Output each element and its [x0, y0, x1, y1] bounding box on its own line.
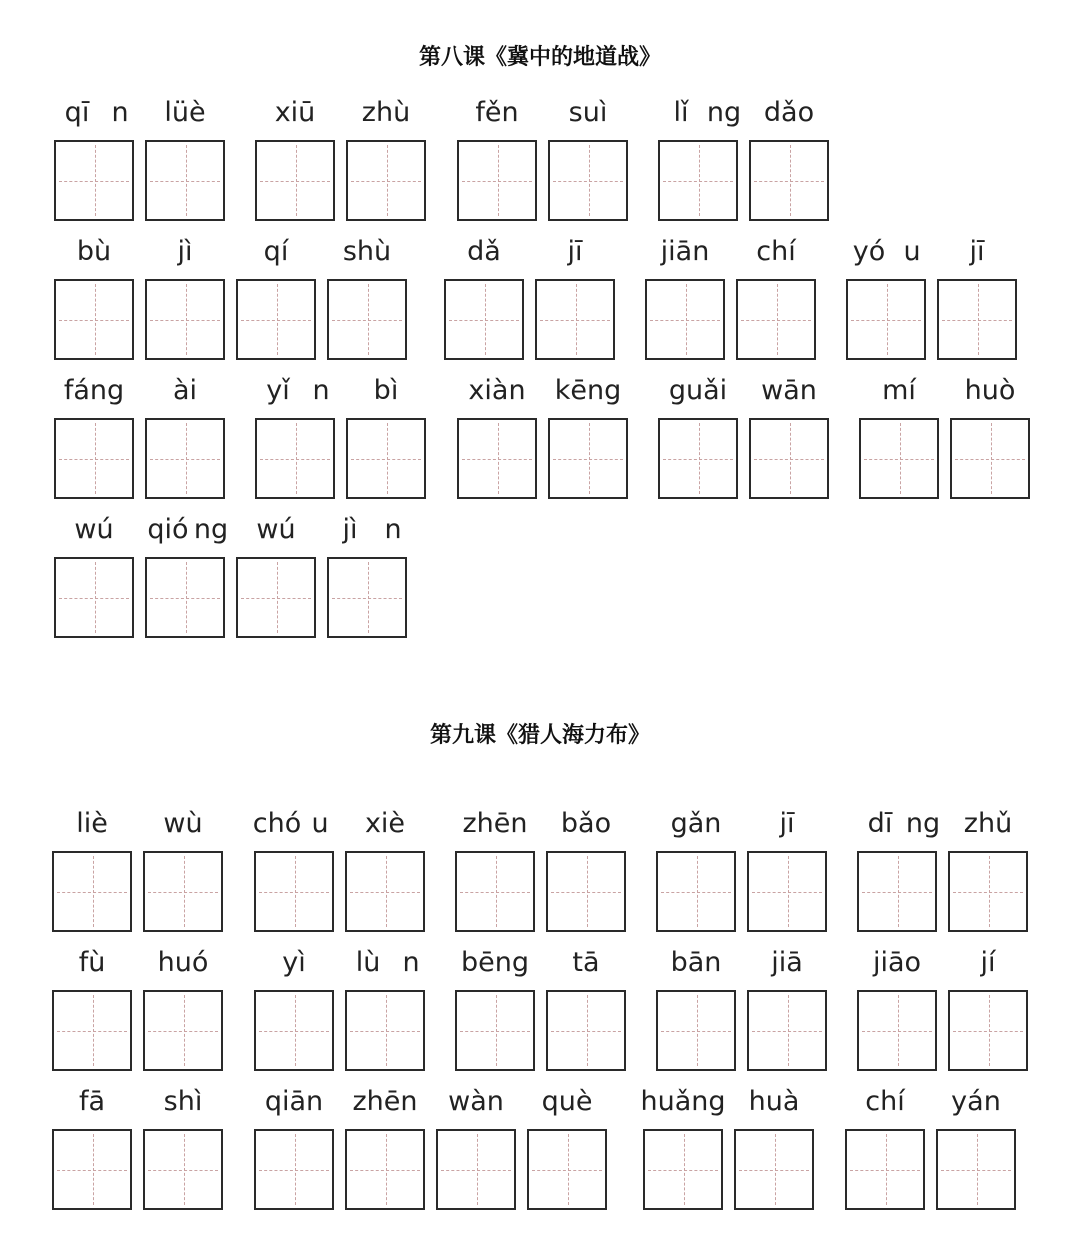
- pinyin-label: xiàn: [468, 375, 526, 406]
- pinyin-label: jì: [177, 236, 193, 267]
- tianzige-box[interactable]: [327, 279, 407, 360]
- pinyin-label: bān: [670, 947, 722, 978]
- tianzige-box[interactable]: [54, 418, 134, 499]
- pinyin-label-fragment: chó: [252, 808, 302, 839]
- tianzige-box[interactable]: [327, 557, 407, 638]
- tianzige-box[interactable]: [736, 279, 816, 360]
- pinyin-label: huó: [157, 947, 209, 978]
- tianzige-box[interactable]: [937, 279, 1017, 360]
- pinyin-label: liè: [76, 808, 108, 839]
- pinyin-label: bēng: [460, 947, 530, 978]
- tianzige-box[interactable]: [457, 140, 537, 221]
- pinyin-label: chí: [865, 1086, 905, 1117]
- tianzige-box[interactable]: [548, 140, 628, 221]
- pinyin-label: zhǔ: [963, 808, 1013, 839]
- tianzige-box[interactable]: [54, 557, 134, 638]
- pinyin-label-fragment: u: [311, 808, 329, 839]
- tianzige-box[interactable]: [254, 851, 334, 932]
- pinyin-label: fáng: [63, 375, 125, 406]
- pinyin-label: gǎn: [670, 808, 722, 839]
- pinyin-label: jī: [567, 236, 583, 267]
- tianzige-box[interactable]: [548, 418, 628, 499]
- tianzige-box[interactable]: [455, 990, 535, 1071]
- tianzige-box[interactable]: [52, 1129, 132, 1210]
- pinyin-label-fragment: qió: [147, 514, 189, 545]
- tianzige-box[interactable]: [254, 990, 334, 1071]
- tianzige-box[interactable]: [950, 418, 1030, 499]
- pinyin-label: ài: [172, 375, 198, 406]
- tianzige-box[interactable]: [52, 851, 132, 932]
- pinyin-label: kēng: [554, 375, 622, 406]
- tianzige-box[interactable]: [948, 990, 1028, 1071]
- tianzige-box[interactable]: [656, 851, 736, 932]
- pinyin-label: wú: [74, 514, 114, 545]
- tianzige-box[interactable]: [846, 279, 926, 360]
- pinyin-label-fragment: jì: [342, 514, 358, 545]
- pinyin-label: zhù: [361, 97, 411, 128]
- pinyin-label-fragment: n: [402, 947, 420, 978]
- tianzige-box[interactable]: [546, 990, 626, 1071]
- tianzige-box[interactable]: [145, 279, 225, 360]
- pinyin-label: xiū: [274, 97, 316, 128]
- pinyin-label-fragment: ng: [905, 808, 941, 839]
- pinyin-label-fragment: ng: [193, 514, 229, 545]
- pinyin-label-fragment: ng: [706, 97, 742, 128]
- tianzige-box[interactable]: [645, 279, 725, 360]
- pinyin-label: bì: [373, 375, 399, 406]
- pinyin-label: jī: [779, 808, 795, 839]
- pinyin-label: lüè: [164, 97, 206, 128]
- pinyin-label-fragment: n: [384, 514, 402, 545]
- tianzige-box[interactable]: [255, 140, 335, 221]
- pinyin-label: wú: [256, 514, 296, 545]
- pinyin-label: jiā: [771, 947, 803, 978]
- tianzige-box[interactable]: [527, 1129, 607, 1210]
- pinyin-label-fragment: u: [903, 236, 921, 267]
- tianzige-box[interactable]: [345, 1129, 425, 1210]
- tianzige-box[interactable]: [658, 140, 738, 221]
- pinyin-label-fragment: lǐ: [673, 97, 689, 128]
- pinyin-label: shù: [342, 236, 392, 267]
- pinyin-label: mí: [882, 375, 916, 406]
- pinyin-label-fragment: yǐ: [266, 375, 290, 406]
- tianzige-box[interactable]: [749, 418, 829, 499]
- pinyin-label: guǎi: [668, 375, 728, 406]
- tianzige-box[interactable]: [535, 279, 615, 360]
- pinyin-label: fù: [78, 947, 106, 978]
- pinyin-label: huò: [964, 375, 1016, 406]
- tianzige-box[interactable]: [857, 851, 937, 932]
- pinyin-label: wān: [761, 375, 817, 406]
- lesson-8-title: 第八课《冀中的地道战》: [418, 44, 661, 70]
- tianzige-box[interactable]: [845, 1129, 925, 1210]
- pinyin-label-fragment: qī: [64, 97, 90, 128]
- tianzige-box[interactable]: [749, 140, 829, 221]
- pinyin-label: yì: [282, 947, 306, 978]
- pinyin-label: chí: [756, 236, 796, 267]
- pinyin-label: qí: [263, 236, 289, 267]
- pinyin-label: wù: [163, 808, 203, 839]
- tianzige-box[interactable]: [143, 1129, 223, 1210]
- tianzige-box[interactable]: [145, 557, 225, 638]
- pinyin-label-fragment: dī: [867, 808, 893, 839]
- lesson-9-title: 第九课《猎人海力布》: [429, 722, 650, 748]
- pinyin-label: dǎ: [467, 236, 501, 267]
- pinyin-label-fragment: lù: [355, 947, 381, 978]
- tianzige-box[interactable]: [859, 418, 939, 499]
- tianzige-box[interactable]: [734, 1129, 814, 1210]
- tianzige-box[interactable]: [747, 851, 827, 932]
- pinyin-label: dǎo: [763, 97, 815, 128]
- tianzige-box[interactable]: [546, 851, 626, 932]
- tianzige-box[interactable]: [52, 990, 132, 1071]
- pinyin-label: zhēn: [462, 808, 528, 839]
- pinyin-label: tā: [572, 947, 600, 978]
- pinyin-label-fragment: n: [312, 375, 330, 406]
- tianzige-box[interactable]: [455, 851, 535, 932]
- pinyin-label: jí: [980, 947, 996, 978]
- pinyin-label: yán: [951, 1086, 1001, 1117]
- tianzige-box[interactable]: [658, 418, 738, 499]
- tianzige-box[interactable]: [948, 851, 1028, 932]
- pinyin-label: shì: [163, 1086, 203, 1117]
- tianzige-box[interactable]: [236, 279, 316, 360]
- pinyin-label-fragment: n: [111, 97, 129, 128]
- tianzige-box[interactable]: [145, 418, 225, 499]
- pinyin-label: jiāo: [872, 947, 922, 978]
- pinyin-label: huǎng: [640, 1086, 726, 1117]
- tianzige-box[interactable]: [656, 990, 736, 1071]
- pinyin-label: huà: [748, 1086, 800, 1117]
- tianzige-box[interactable]: [346, 418, 426, 499]
- pinyin-label: què: [541, 1086, 593, 1117]
- tianzige-box[interactable]: [747, 990, 827, 1071]
- pinyin-label: qiān: [264, 1086, 324, 1117]
- tianzige-box[interactable]: [643, 1129, 723, 1210]
- pinyin-label: suì: [568, 97, 608, 128]
- tianzige-box[interactable]: [345, 990, 425, 1071]
- tianzige-box[interactable]: [345, 851, 425, 932]
- tianzige-box[interactable]: [457, 418, 537, 499]
- pinyin-label: bù: [76, 236, 112, 267]
- tianzige-box[interactable]: [436, 1129, 516, 1210]
- tianzige-box[interactable]: [145, 140, 225, 221]
- tianzige-box[interactable]: [143, 990, 223, 1071]
- pinyin-label: fā: [78, 1086, 106, 1117]
- tianzige-box[interactable]: [857, 990, 937, 1071]
- pinyin-label: jī: [969, 236, 985, 267]
- tianzige-box[interactable]: [346, 140, 426, 221]
- pinyin-label-fragment: yó: [852, 236, 886, 267]
- pinyin-label: zhēn: [352, 1086, 418, 1117]
- tianzige-box[interactable]: [444, 279, 524, 360]
- tianzige-box[interactable]: [254, 1129, 334, 1210]
- tianzige-box[interactable]: [936, 1129, 1016, 1210]
- pinyin-label: bǎo: [560, 808, 612, 839]
- tianzige-box[interactable]: [54, 279, 134, 360]
- tianzige-box[interactable]: [143, 851, 223, 932]
- tianzige-box[interactable]: [255, 418, 335, 499]
- tianzige-box[interactable]: [236, 557, 316, 638]
- tianzige-box[interactable]: [54, 140, 134, 221]
- pinyin-label: fěn: [475, 97, 519, 128]
- pinyin-label: xiè: [364, 808, 406, 839]
- pinyin-label: wàn: [448, 1086, 504, 1117]
- pinyin-label: jiān: [660, 236, 710, 267]
